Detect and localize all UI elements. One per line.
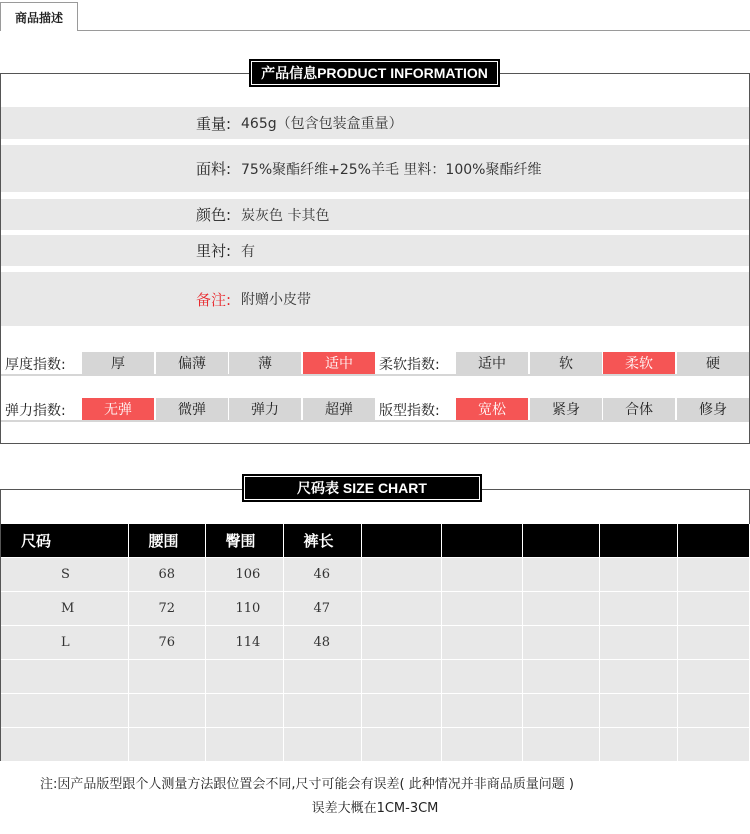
table-row bbox=[1, 659, 749, 693]
empty-cell bbox=[677, 727, 749, 761]
empty-cell bbox=[1, 693, 128, 727]
elasticity-option: 微弹 bbox=[156, 398, 228, 420]
empty-cell bbox=[441, 727, 522, 761]
empty-cell bbox=[441, 659, 522, 693]
elasticity-option: 弹力 bbox=[229, 398, 301, 420]
empty-cell bbox=[522, 591, 599, 625]
softness-option: 适中 bbox=[456, 352, 528, 374]
column-header bbox=[522, 524, 599, 557]
table-row bbox=[1, 557, 749, 591]
attr-row-lining bbox=[1, 235, 749, 266]
hip-cell: 110 bbox=[205, 591, 283, 625]
index-row-1 bbox=[1, 352, 749, 376]
empty-cell bbox=[599, 591, 677, 625]
index-row-2 bbox=[1, 398, 749, 422]
thickness-option: 薄 bbox=[229, 352, 301, 374]
length-cell: 47 bbox=[283, 591, 361, 625]
softness-option: 柔软 bbox=[603, 352, 675, 374]
empty-cell bbox=[128, 727, 205, 761]
empty-cell bbox=[599, 693, 677, 727]
empty-cell bbox=[522, 659, 599, 693]
empty-cell bbox=[205, 727, 283, 761]
thickness-option: 厚 bbox=[82, 352, 154, 374]
empty-cell bbox=[283, 659, 361, 693]
empty-cell bbox=[677, 693, 749, 727]
column-header bbox=[677, 524, 749, 557]
fit-option: 宽松 bbox=[456, 398, 528, 420]
table-row bbox=[1, 693, 749, 727]
size-chart-table bbox=[1, 524, 750, 761]
size-chart-heading: 尺码表 SIZE CHART bbox=[242, 474, 482, 502]
attr-value: 465g（包含包装盒重量） bbox=[241, 116, 403, 132]
empty-cell bbox=[205, 693, 283, 727]
column-header bbox=[599, 524, 677, 557]
empty-cell bbox=[441, 557, 522, 591]
attr-key: 备注: bbox=[195, 290, 231, 309]
column-header: 腰围 bbox=[128, 524, 205, 557]
empty-cell bbox=[677, 625, 749, 659]
empty-cell bbox=[361, 591, 441, 625]
waist-cell: 76 bbox=[128, 625, 205, 659]
waist-cell: 68 bbox=[128, 557, 205, 591]
column-header: 臀围 bbox=[205, 524, 283, 557]
empty-cell bbox=[1, 727, 128, 761]
fit-index-label: 版型指数: bbox=[379, 403, 440, 419]
empty-cell bbox=[441, 591, 522, 625]
empty-cell bbox=[361, 557, 441, 591]
length-cell: 46 bbox=[283, 557, 361, 591]
empty-cell bbox=[441, 625, 522, 659]
thickness-index-label: 厚度指数: bbox=[5, 357, 66, 373]
index-row-base bbox=[1, 420, 749, 422]
attr-row-weight bbox=[1, 107, 749, 139]
hip-cell: 106 bbox=[205, 557, 283, 591]
attr-key: 重量: bbox=[195, 114, 231, 133]
fit-option: 修身 bbox=[677, 398, 749, 420]
index-row-base bbox=[1, 374, 749, 376]
hip-cell: 114 bbox=[205, 625, 283, 659]
size-cell: S bbox=[1, 557, 128, 591]
empty-cell bbox=[361, 659, 441, 693]
size-cell: L bbox=[1, 625, 128, 659]
column-header: 尺码 bbox=[1, 524, 128, 557]
product-info-heading: 产品信息PRODUCT INFORMATION bbox=[249, 59, 500, 87]
empty-cell bbox=[677, 557, 749, 591]
empty-cell bbox=[283, 693, 361, 727]
table-row bbox=[1, 727, 749, 761]
empty-cell bbox=[677, 591, 749, 625]
empty-cell bbox=[361, 727, 441, 761]
empty-cell bbox=[361, 693, 441, 727]
column-header: 裤长 bbox=[283, 524, 361, 557]
thickness-option: 适中 bbox=[303, 352, 375, 374]
empty-cell bbox=[1, 659, 128, 693]
empty-cell bbox=[599, 557, 677, 591]
attr-value: 75%聚酯纤维+25%羊毛 里料：100%聚酯纤维 bbox=[241, 161, 542, 178]
waist-cell: 72 bbox=[128, 591, 205, 625]
table-header-row bbox=[1, 524, 749, 557]
length-cell: 48 bbox=[283, 625, 361, 659]
empty-cell bbox=[361, 625, 441, 659]
tab-divider bbox=[78, 30, 750, 31]
attr-key: 里衬: bbox=[195, 242, 231, 260]
size-cell: M bbox=[1, 591, 128, 625]
softness-index-label: 柔软指数: bbox=[379, 357, 440, 373]
empty-cell bbox=[599, 727, 677, 761]
column-header bbox=[361, 524, 441, 557]
attr-value: 炭灰色 卡其色 bbox=[241, 207, 330, 224]
table-row bbox=[1, 591, 749, 625]
thickness-option: 偏薄 bbox=[156, 352, 228, 374]
empty-cell bbox=[441, 693, 522, 727]
fit-option: 紧身 bbox=[530, 398, 602, 420]
column-header bbox=[441, 524, 522, 557]
empty-cell bbox=[128, 693, 205, 727]
attr-value: 附赠小皮带 bbox=[241, 292, 311, 308]
empty-cell bbox=[283, 727, 361, 761]
attr-key: 颜色: bbox=[195, 206, 231, 224]
attr-value: 有 bbox=[241, 243, 255, 260]
attr-row-fabric bbox=[1, 145, 749, 192]
empty-cell bbox=[522, 693, 599, 727]
measurement-note: 注:因产品版型跟个人测量方法跟位置会不同,尺寸可能会有误差( 此种情况并非商品质量问题 ) bbox=[40, 777, 574, 792]
attr-row-remark bbox=[1, 272, 749, 326]
softness-option: 软 bbox=[530, 352, 602, 374]
tab-product-description[interactable]: 商品描述 bbox=[0, 2, 78, 31]
empty-cell bbox=[522, 625, 599, 659]
table-row bbox=[1, 625, 749, 659]
empty-cell bbox=[599, 625, 677, 659]
error-range-note: 误差大概在1CM-3CM bbox=[311, 801, 439, 816]
fit-option: 合体 bbox=[603, 398, 675, 420]
empty-cell bbox=[205, 659, 283, 693]
elasticity-index-label: 弹力指数: bbox=[5, 403, 66, 419]
empty-cell bbox=[677, 659, 749, 693]
empty-cell bbox=[522, 557, 599, 591]
elasticity-option: 无弹 bbox=[82, 398, 154, 420]
empty-cell bbox=[599, 659, 677, 693]
elasticity-option: 超弹 bbox=[303, 398, 375, 420]
softness-option: 硬 bbox=[677, 352, 749, 374]
empty-cell bbox=[522, 727, 599, 761]
attr-row-color bbox=[1, 199, 749, 230]
empty-cell bbox=[128, 659, 205, 693]
attr-key: 面料: bbox=[195, 160, 231, 178]
